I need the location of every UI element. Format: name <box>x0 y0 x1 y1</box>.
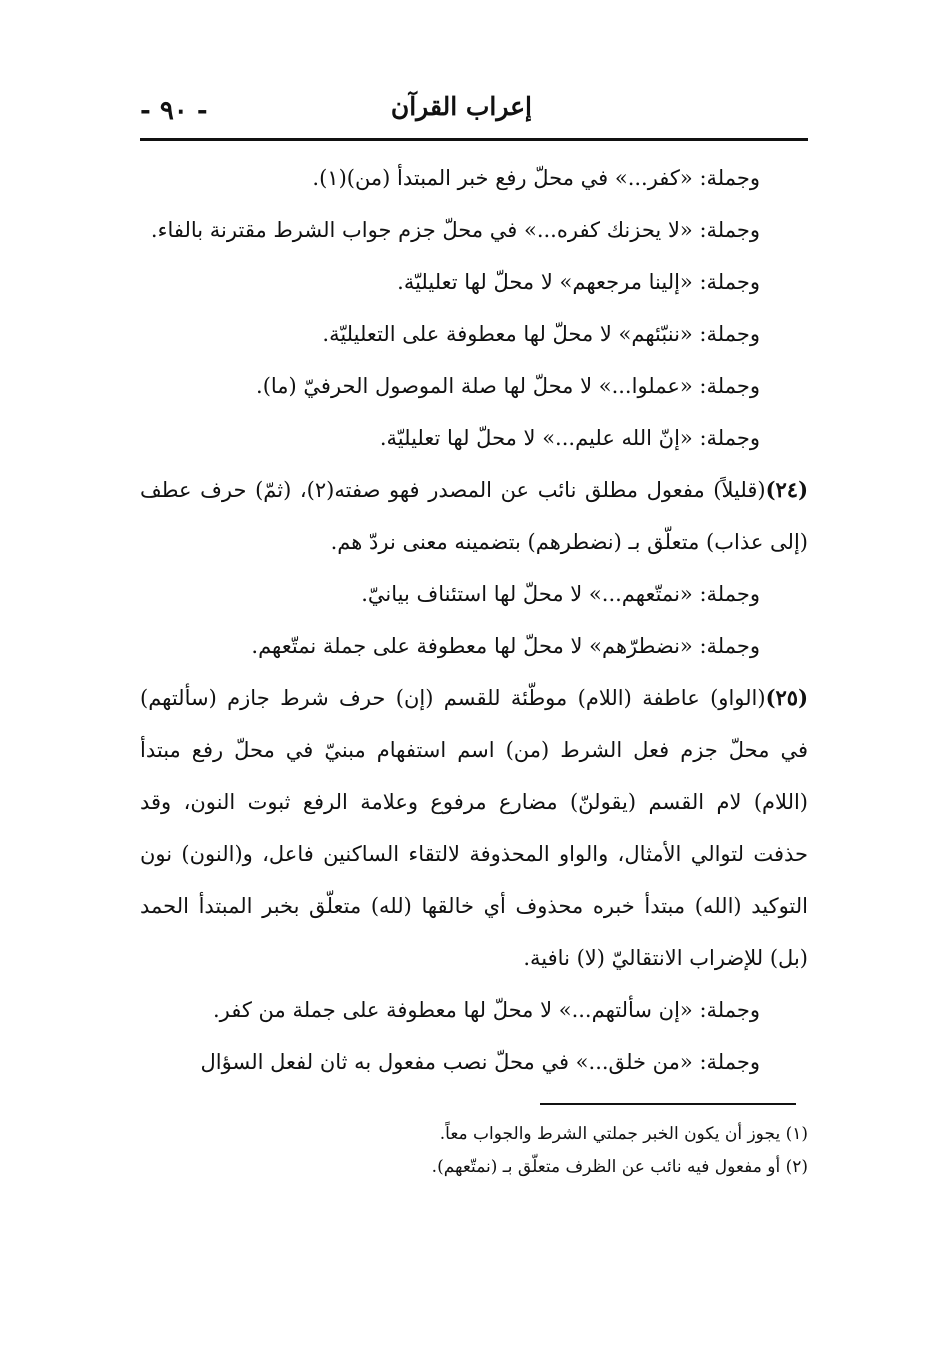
text-line: وجملة: «لا يحزنك كفره...» في محلّ جزم جواب الشرط مقترنة بالفاء. <box>150 218 760 242</box>
text-line: وجملة: «ننبّئهم» لا محلّ لها معطوفة على التعليليّة. <box>322 322 760 346</box>
verse-number: (٢٥) <box>765 685 808 710</box>
text-line: وجملة: «من خلق...» في محلّ نصب مفعول به ثان لفعل السؤال <box>200 1050 760 1074</box>
footnote: (١) يجوز أن يكون الخبر جملتي الشرط والجواب معاً. <box>439 1124 808 1144</box>
text-line: وجملة: «نضطرّهم» لا محلّ لها معطوفة على جملة نمتّعهم. <box>251 634 760 658</box>
text-line: وجملة: «عملوا...» لا محلّ لها صلة الموصول الحرفيّ (ما). <box>256 374 760 398</box>
header-rule <box>140 138 808 141</box>
verse-paragraph-25 <box>140 672 808 984</box>
footnote: (٢) أو مفعول فيه نائب عن الظرف متعلّق بـ (نمتّعهم). <box>431 1157 808 1177</box>
paragraph-text: (الواو) عاطفة (اللام) موطّئة للقسم (إن) حرف شرط جازم (سألتهم) في محلّ جزم فعل الشرط (من) اسم استفهام مبنيّ في محلّ رفع مبتدأ (اللام) لام القسم (يقولنّ) مضارع مرفوع وعلامة الرفع ثبوت النون، وقد حذفت لتوالي الأمثال، والواو المحذوفة لالتقاء الساكنين فاعل، و(النون) نون التوكيد (الله) مبتدأ خبره محذوف أي خالقها (لله) متعلّق بخبر المبتدأ الحمد (بل) للإضراب الانتقاليّ (لا) نافية. <box>140 686 808 970</box>
text-line: وجملة: «إلينا مرجعهم» لا محلّ لها تعليليّة. <box>397 270 760 294</box>
page-header <box>140 86 808 136</box>
text-line: وجملة: «نمتّعهم...» لا محلّ لها استئناف بيانيّ. <box>361 582 760 606</box>
verse-number: (٢٤) <box>765 477 808 502</box>
running-title: إعراب القرآن <box>390 92 532 121</box>
page-number: - ٩٠ - <box>140 96 208 126</box>
text-line: وجملة: «إنّ الله عليم...» لا محلّ لها تعليليّة. <box>379 426 760 450</box>
main-text <box>140 152 808 1088</box>
paragraph-text: (قليلاً) مفعول مطلق نائب عن المصدر فهو صفته(٢)، (ثمّ) حرف عطف (إلى عذاب) متعلّق بـ (نضطرهم) بتضمينه معنى نردّ هم. <box>140 478 808 554</box>
verse-paragraph-24 <box>140 464 808 568</box>
footnote-separator <box>540 1103 796 1105</box>
text-line: وجملة: «إن سألتهم...» لا محلّ لها معطوفة على جملة من كفر. <box>212 998 760 1022</box>
text-line: وجملة: «كفر...» في محلّ رفع خبر المبتدأ (من)(١). <box>312 166 760 190</box>
footnotes <box>140 1118 808 1184</box>
